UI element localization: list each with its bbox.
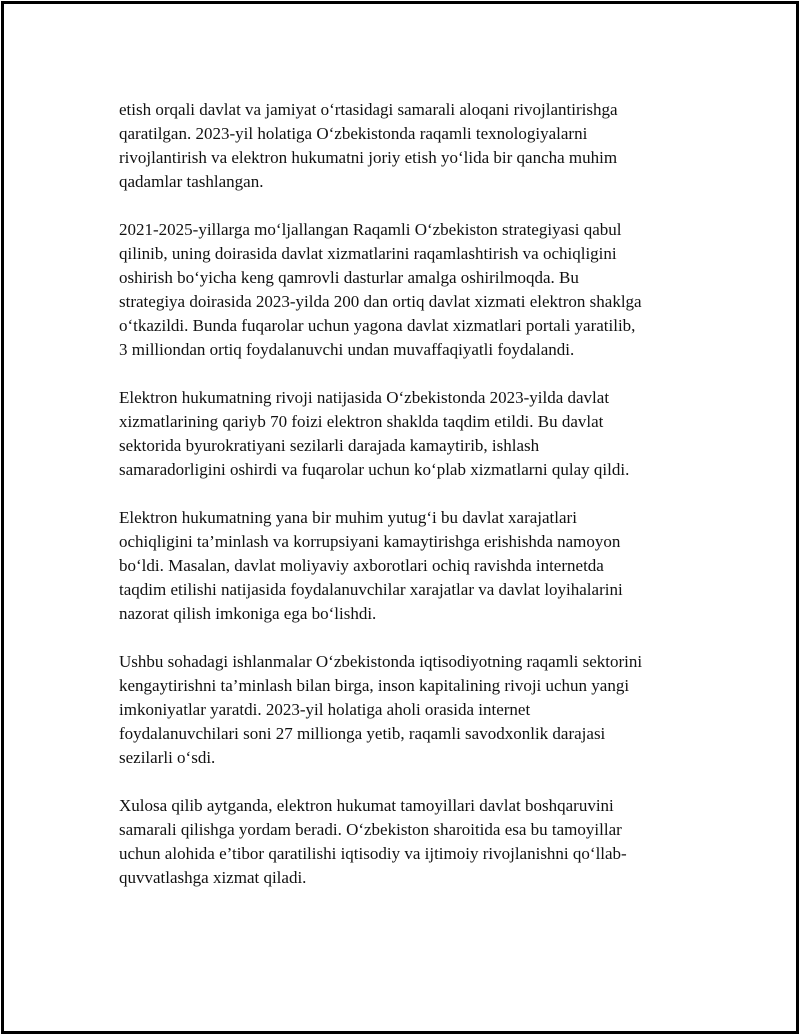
text-line: Elektron hukumatning rivoji natijasida O‘zbekistonda 2023-yilda davlat bbox=[119, 388, 610, 407]
text-line: uchun alohida e’tibor qaratilishi iqtisodiy va ijtimoiy rivojlanishni qo‘llab- bbox=[119, 844, 627, 863]
text-line: rivojlantirish va elektron hukumatni joriy etish yo‘lida bir qancha muhim bbox=[119, 148, 618, 167]
text-line: kengaytirishni ta’minlash bilan birga, inson kapitalining rivoji uchun yangi bbox=[119, 676, 630, 695]
text-line: 3 milliondan ortiq foydalanuvchi undan muvaffaqiyatli foydalandi. bbox=[119, 340, 575, 359]
text-line: bo‘ldi. Masalan, davlat moliyaviy axborotlari ochiq ravishda internetda bbox=[119, 556, 604, 575]
text-line: qadamlar tashlangan. bbox=[119, 172, 264, 191]
document-body bbox=[119, 98, 679, 914]
text-line: Xulosa qilib aytganda, elektron hukumat tamoyillari davlat boshqaruvini bbox=[119, 796, 614, 815]
text-line: samarali qilishga yordam beradi. O‘zbekiston sharoitida esa bu tamoyillar bbox=[119, 820, 622, 839]
text-line: etish orqali davlat va jamiyat o‘rtasidagi samarali aloqani rivojlantirishga bbox=[119, 100, 618, 119]
text-line: o‘tkazildi. Bunda fuqarolar uchun yagona davlat xizmatlari portali yaratilib, bbox=[119, 316, 636, 335]
paragraph-4 bbox=[119, 506, 679, 626]
paragraph-1 bbox=[119, 98, 679, 194]
text-line: taqdim etilishi natijasida foydalanuvchilar xarajatlar va davlat loyihalarini bbox=[119, 580, 623, 599]
text-line: nazorat qilish imkoniga ega bo‘lishdi. bbox=[119, 604, 377, 623]
text-line: sektorida byurokratiyani sezilarli darajada kamaytirib, ishlash bbox=[119, 436, 540, 455]
text-line: strategiya doirasida 2023-yilda 200 dan ortiq davlat xizmati elektron shaklga bbox=[119, 292, 642, 311]
text-line: xizmatlarining qariyb 70 foizi elektron shaklda taqdim etildi. Bu davlat bbox=[119, 412, 604, 431]
text-line: qilinib, uning doirasida davlat xizmatlarini raqamlashtirish va ochiqligini bbox=[119, 244, 617, 263]
text-line: Elektron hukumatning yana bir muhim yutug‘i bu davlat xarajatlari bbox=[119, 508, 577, 527]
text-line: imkoniyatlar yaratdi. 2023-yil holatiga aholi orasida internet bbox=[119, 700, 531, 719]
text-line: ochiqligini ta’minlash va korrupsiyani kamaytirishga erishishda namoyon bbox=[119, 532, 621, 551]
text-line: sezilarli o‘sdi. bbox=[119, 748, 216, 767]
paragraph-3 bbox=[119, 386, 679, 482]
paragraph-5 bbox=[119, 650, 679, 770]
document-page bbox=[1, 1, 799, 1034]
text-line: oshirish bo‘yicha keng qamrovli dasturlar amalga oshirilmoqda. Bu bbox=[119, 268, 579, 287]
text-line: 2021-2025-yillarga mo‘ljallangan Raqamli O‘zbekiston strategiyasi qabul bbox=[119, 220, 622, 239]
text-line: Ushbu sohadagi ishlanmalar O‘zbekistonda iqtisodiyotning raqamli sektorini bbox=[119, 652, 643, 671]
paragraph-2 bbox=[119, 218, 679, 362]
text-line: samaradorligini oshirdi va fuqarolar uchun ko‘plab xizmatlarni qulay qildi. bbox=[119, 460, 630, 479]
paragraph-6 bbox=[119, 794, 679, 890]
text-line: qaratilgan. 2023-yil holatiga O‘zbekistonda raqamli texnologiyalarni bbox=[119, 124, 588, 143]
text-line: quvvatlashga xizmat qiladi. bbox=[119, 868, 307, 887]
text-line: foydalanuvchilari soni 27 millionga yetib, raqamli savodxonlik darajasi bbox=[119, 724, 606, 743]
